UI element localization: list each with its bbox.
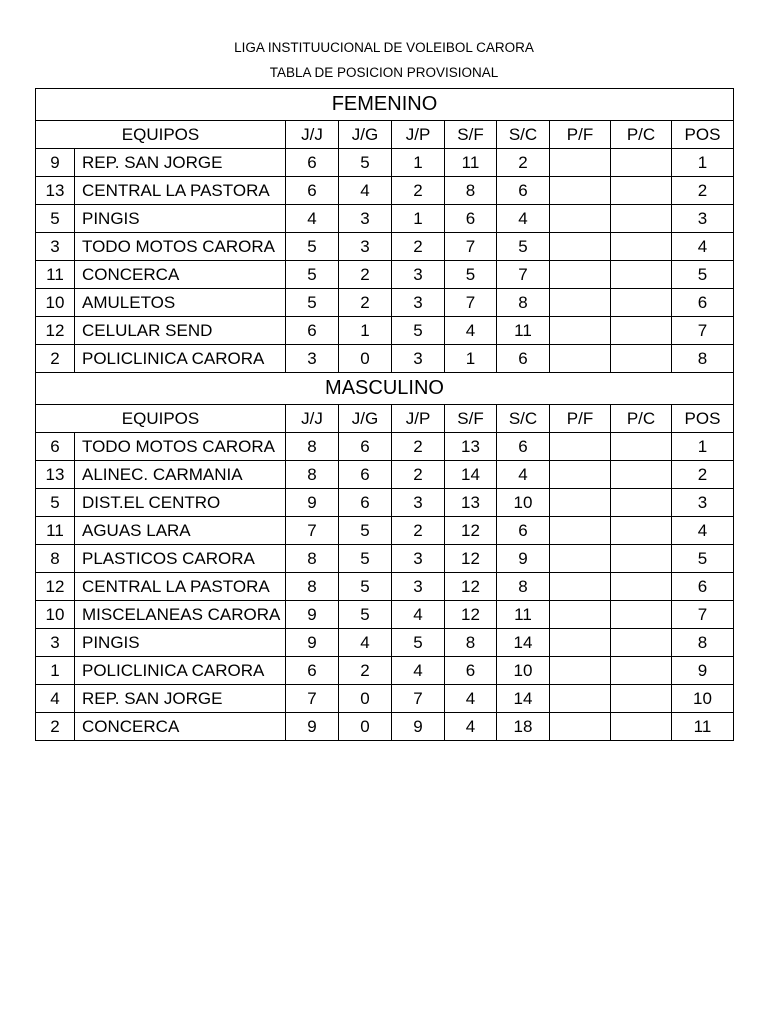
stat-sc: 4 — [497, 205, 550, 233]
team-name: CONCERCA — [75, 713, 286, 741]
stat-pos: 3 — [672, 489, 734, 517]
team-number: 8 — [36, 545, 75, 573]
stat-jj: 7 — [286, 517, 339, 545]
column-header-jj: J/J — [286, 405, 339, 433]
stat-jg: 5 — [339, 149, 392, 177]
stat-jg: 6 — [339, 433, 392, 461]
stat-jg: 3 — [339, 233, 392, 261]
column-header-sf: S/F — [445, 121, 497, 149]
column-header-sc: S/C — [497, 121, 550, 149]
document-title: LIGA INSTITUUCIONAL DE VOLEIBOL CARORA — [234, 40, 534, 55]
stat-jp: 1 — [392, 205, 445, 233]
team-name: ALINEC. CARMANIA — [75, 461, 286, 489]
stat-pf — [550, 629, 611, 657]
stat-sc: 6 — [497, 433, 550, 461]
stat-pc — [611, 205, 672, 233]
team-name: AGUAS LARA — [75, 517, 286, 545]
stat-pc — [611, 601, 672, 629]
stat-pos: 4 — [672, 517, 734, 545]
document-subtitle: TABLA DE POSICION PROVISIONAL — [269, 65, 499, 80]
stat-sf: 13 — [445, 433, 497, 461]
team-number: 9 — [36, 149, 75, 177]
stat-sc: 8 — [497, 289, 550, 317]
stat-jj: 6 — [286, 149, 339, 177]
column-header-pos: POS — [672, 405, 734, 433]
stat-jj: 8 — [286, 573, 339, 601]
stat-jp: 4 — [392, 601, 445, 629]
stat-sc: 6 — [497, 517, 550, 545]
team-name: POLICLINICA CARORA — [75, 657, 286, 685]
table-row — [36, 177, 734, 205]
stat-jg: 0 — [339, 713, 392, 741]
stat-jp: 2 — [392, 177, 445, 205]
stat-pos: 4 — [672, 233, 734, 261]
stat-pf — [550, 345, 611, 373]
stat-jj: 5 — [286, 261, 339, 289]
stat-sc: 4 — [497, 461, 550, 489]
stat-jj: 7 — [286, 685, 339, 713]
stat-sc: 10 — [497, 489, 550, 517]
stat-jg: 4 — [339, 629, 392, 657]
femenino-section-header — [36, 89, 734, 121]
column-header-jg: J/G — [339, 121, 392, 149]
stat-pos: 9 — [672, 657, 734, 685]
team-name: AMULETOS — [75, 289, 286, 317]
stat-jp: 1 — [392, 149, 445, 177]
stat-pf — [550, 517, 611, 545]
stat-jp: 5 — [392, 317, 445, 345]
stat-jj: 5 — [286, 233, 339, 261]
column-header-jp: J/P — [392, 405, 445, 433]
team-name: PINGIS — [75, 205, 286, 233]
column-header-jp: J/P — [392, 121, 445, 149]
stat-pos: 5 — [672, 261, 734, 289]
table-row — [36, 573, 734, 601]
table-row — [36, 233, 734, 261]
stat-pf — [550, 433, 611, 461]
stat-pos: 5 — [672, 545, 734, 573]
team-number: 2 — [36, 345, 75, 373]
stat-jj: 4 — [286, 205, 339, 233]
team-name: PLASTICOS CARORA — [75, 545, 286, 573]
stat-pf — [550, 461, 611, 489]
stat-jg: 2 — [339, 289, 392, 317]
stat-sc: 9 — [497, 545, 550, 573]
stat-sf: 12 — [445, 517, 497, 545]
stat-pos: 6 — [672, 289, 734, 317]
stat-sf: 6 — [445, 657, 497, 685]
stat-jg: 2 — [339, 657, 392, 685]
stat-sf: 5 — [445, 261, 497, 289]
stat-sc: 6 — [497, 345, 550, 373]
stat-pf — [550, 205, 611, 233]
stat-sc: 18 — [497, 713, 550, 741]
team-number: 1 — [36, 657, 75, 685]
stat-sf: 12 — [445, 601, 497, 629]
stat-pf — [550, 489, 611, 517]
team-name: POLICLINICA CARORA — [75, 345, 286, 373]
stat-jp: 3 — [392, 261, 445, 289]
stat-sc: 6 — [497, 177, 550, 205]
stat-sf: 11 — [445, 149, 497, 177]
stat-jj: 3 — [286, 345, 339, 373]
stat-pos: 2 — [672, 177, 734, 205]
team-number: 10 — [36, 601, 75, 629]
stat-pc — [611, 149, 672, 177]
stat-sc: 10 — [497, 657, 550, 685]
stat-pc — [611, 289, 672, 317]
team-number: 13 — [36, 177, 75, 205]
stat-sf: 1 — [445, 345, 497, 373]
stat-pc — [611, 461, 672, 489]
stat-pf — [550, 657, 611, 685]
stat-pos: 8 — [672, 345, 734, 373]
column-header-pf: P/F — [550, 405, 611, 433]
table-row — [36, 657, 734, 685]
table-row — [36, 317, 734, 345]
stat-pf — [550, 601, 611, 629]
stat-sf: 8 — [445, 177, 497, 205]
stat-pos: 1 — [672, 149, 734, 177]
stat-pf — [550, 149, 611, 177]
stat-jj: 6 — [286, 177, 339, 205]
section-title: FEMENINO — [36, 89, 734, 121]
stat-pos: 8 — [672, 629, 734, 657]
stat-jj: 6 — [286, 317, 339, 345]
stat-jp: 3 — [392, 545, 445, 573]
stat-jg: 4 — [339, 177, 392, 205]
stat-jp: 3 — [392, 345, 445, 373]
stat-jg: 3 — [339, 205, 392, 233]
team-number: 5 — [36, 489, 75, 517]
stat-sc: 11 — [497, 317, 550, 345]
stat-sf: 13 — [445, 489, 497, 517]
team-name: REP. SAN JORGE — [75, 685, 286, 713]
table-row — [36, 461, 734, 489]
stat-jj: 8 — [286, 461, 339, 489]
team-name: TODO MOTOS CARORA — [75, 433, 286, 461]
section-title: MASCULINO — [36, 373, 734, 405]
masculino-column-headers — [36, 405, 734, 433]
stat-pos: 7 — [672, 601, 734, 629]
team-number: 4 — [36, 685, 75, 713]
stat-jg: 5 — [339, 545, 392, 573]
stat-jg: 6 — [339, 461, 392, 489]
stat-pc — [611, 345, 672, 373]
stat-jg: 0 — [339, 685, 392, 713]
stat-jg: 5 — [339, 517, 392, 545]
stat-pos: 3 — [672, 205, 734, 233]
stat-pf — [550, 289, 611, 317]
team-name: DIST.EL CENTRO — [75, 489, 286, 517]
stat-sc: 8 — [497, 573, 550, 601]
table-row — [36, 205, 734, 233]
team-name: CENTRAL LA PASTORA — [75, 573, 286, 601]
stat-sf: 8 — [445, 629, 497, 657]
stat-jp: 3 — [392, 289, 445, 317]
stat-pc — [611, 545, 672, 573]
stat-jg: 0 — [339, 345, 392, 373]
stat-sf: 4 — [445, 685, 497, 713]
table-row — [36, 685, 734, 713]
stat-sf: 4 — [445, 317, 497, 345]
stat-pf — [550, 573, 611, 601]
stat-sc: 11 — [497, 601, 550, 629]
table-row — [36, 629, 734, 657]
stat-pc — [611, 261, 672, 289]
stat-jp: 4 — [392, 657, 445, 685]
stat-jj: 8 — [286, 433, 339, 461]
team-name: REP. SAN JORGE — [75, 149, 286, 177]
team-number: 13 — [36, 461, 75, 489]
stat-pc — [611, 317, 672, 345]
stat-sf: 12 — [445, 545, 497, 573]
stat-jj: 5 — [286, 289, 339, 317]
team-number: 12 — [36, 317, 75, 345]
column-header-equipos: EQUIPOS — [36, 121, 286, 149]
stat-jp: 3 — [392, 573, 445, 601]
column-header-pos: POS — [672, 121, 734, 149]
stat-pc — [611, 517, 672, 545]
table-row — [36, 517, 734, 545]
stat-pf — [550, 317, 611, 345]
team-number: 3 — [36, 629, 75, 657]
team-number: 2 — [36, 713, 75, 741]
stat-jj: 9 — [286, 601, 339, 629]
stat-pos: 6 — [672, 573, 734, 601]
table-row — [36, 489, 734, 517]
femenino-column-headers — [36, 121, 734, 149]
stat-sf: 7 — [445, 289, 497, 317]
stat-jp: 2 — [392, 517, 445, 545]
stat-pf — [550, 685, 611, 713]
stat-pos: 1 — [672, 433, 734, 461]
stat-pf — [550, 233, 611, 261]
stat-sc: 2 — [497, 149, 550, 177]
column-header-sf: S/F — [445, 405, 497, 433]
stat-jj: 6 — [286, 657, 339, 685]
stat-jj: 9 — [286, 629, 339, 657]
table-row — [36, 149, 734, 177]
stat-jj: 9 — [286, 489, 339, 517]
stat-pc — [611, 713, 672, 741]
column-header-jj: J/J — [286, 121, 339, 149]
column-header-pf: P/F — [550, 121, 611, 149]
stat-jp: 3 — [392, 489, 445, 517]
stat-jg: 2 — [339, 261, 392, 289]
stat-pf — [550, 545, 611, 573]
masculino-section-header — [36, 373, 734, 405]
table-row — [36, 289, 734, 317]
stat-jg: 5 — [339, 573, 392, 601]
team-number: 12 — [36, 573, 75, 601]
table-row — [36, 601, 734, 629]
team-name: CELULAR SEND — [75, 317, 286, 345]
table-row — [36, 433, 734, 461]
stat-pos: 11 — [672, 713, 734, 741]
column-header-pc: P/C — [611, 121, 672, 149]
team-number: 11 — [36, 261, 75, 289]
stat-pos: 2 — [672, 461, 734, 489]
column-header-jg: J/G — [339, 405, 392, 433]
stat-sf: 7 — [445, 233, 497, 261]
stat-pf — [550, 261, 611, 289]
team-number: 6 — [36, 433, 75, 461]
stat-jp: 5 — [392, 629, 445, 657]
team-name: PINGIS — [75, 629, 286, 657]
team-number: 5 — [36, 205, 75, 233]
stat-pc — [611, 177, 672, 205]
team-number: 11 — [36, 517, 75, 545]
stat-sc: 14 — [497, 629, 550, 657]
table-row — [36, 713, 734, 741]
stat-jp: 2 — [392, 433, 445, 461]
team-name: CENTRAL LA PASTORA — [75, 177, 286, 205]
stat-jp: 2 — [392, 233, 445, 261]
stat-pc — [611, 489, 672, 517]
stat-jg: 5 — [339, 601, 392, 629]
standings-table — [35, 88, 734, 741]
table-row — [36, 261, 734, 289]
stat-pc — [611, 629, 672, 657]
column-header-sc: S/C — [497, 405, 550, 433]
stat-jj: 9 — [286, 713, 339, 741]
stat-pc — [611, 433, 672, 461]
stat-jg: 1 — [339, 317, 392, 345]
stat-pc — [611, 233, 672, 261]
stat-jg: 6 — [339, 489, 392, 517]
stat-jp: 7 — [392, 685, 445, 713]
team-name: CONCERCA — [75, 261, 286, 289]
stat-sf: 14 — [445, 461, 497, 489]
stat-sc: 5 — [497, 233, 550, 261]
team-name: TODO MOTOS CARORA — [75, 233, 286, 261]
stat-pc — [611, 573, 672, 601]
stat-pc — [611, 685, 672, 713]
team-number: 3 — [36, 233, 75, 261]
stat-sf: 4 — [445, 713, 497, 741]
stat-sc: 7 — [497, 261, 550, 289]
stat-jp: 9 — [392, 713, 445, 741]
table-row — [36, 545, 734, 573]
column-header-pc: P/C — [611, 405, 672, 433]
stat-pc — [611, 657, 672, 685]
team-number: 10 — [36, 289, 75, 317]
stat-pos: 10 — [672, 685, 734, 713]
stat-sc: 14 — [497, 685, 550, 713]
stat-jp: 2 — [392, 461, 445, 489]
column-header-equipos: EQUIPOS — [36, 405, 286, 433]
team-name: MISCELANEAS CARORA — [75, 601, 286, 629]
stat-pos: 7 — [672, 317, 734, 345]
table-row — [36, 345, 734, 373]
stat-sf: 6 — [445, 205, 497, 233]
stat-pf — [550, 713, 611, 741]
stat-jj: 8 — [286, 545, 339, 573]
stat-sf: 12 — [445, 573, 497, 601]
stat-pf — [550, 177, 611, 205]
